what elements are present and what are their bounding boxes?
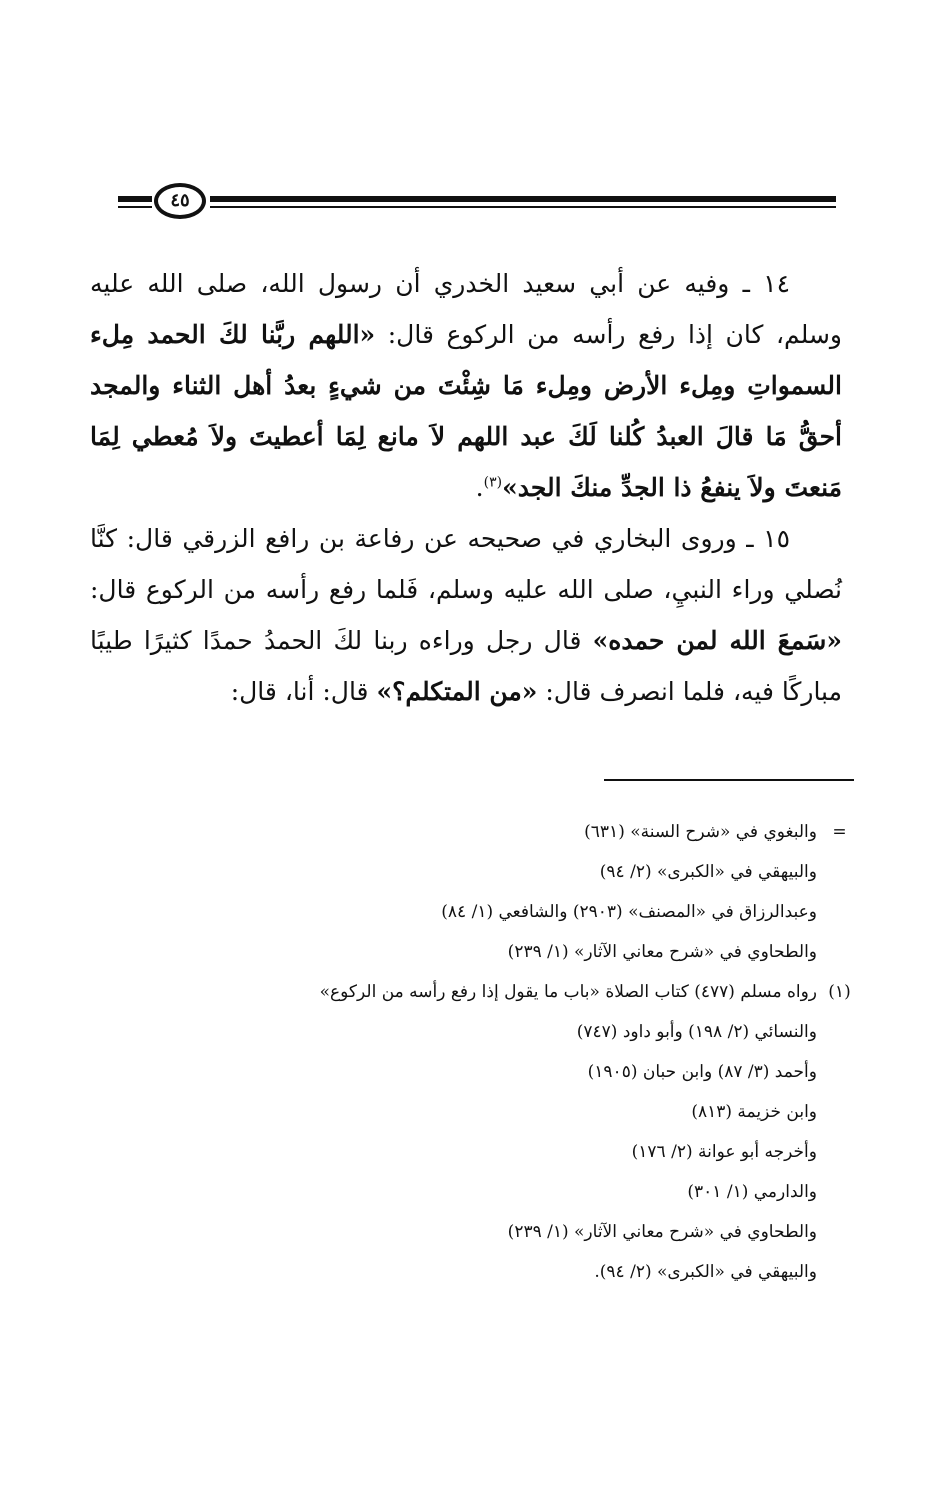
footnote-text: والبيهقي في «الكبرى» (٢/ ٩٤) — [599, 862, 817, 882]
footnote-separator — [604, 779, 854, 781]
hadith-quote-2: «من المتكلم؟» — [376, 677, 538, 706]
hadith-quote: «اللهم ربَّنا لكَ الحمد مِلء السمواتِ ومِلء الأرض ومِلء مَا شِئْتَ من شيءٍ بعدُ أهل الثناء والمجد أحقُّ مَا قالَ العبدُ كُلنا لَكَ عبد اللهم لاَ مانع لِمَا أعطيتَ ولاَ مُعطي لِمَا مَنعتَ ولاَ ينفعُ ذا الجدِّ منكَ الجد» — [90, 320, 842, 502]
footnote-line — [200, 1052, 862, 1092]
paragraph-14 — [90, 258, 842, 513]
footnote-text: والبيهقي في «الكبرى» (٢/ ٩٤). — [594, 1262, 817, 1282]
footnote-text: وأحمد (٣/ ٨٧) وابن حبان (١٩٠٥) — [587, 1062, 817, 1082]
paragraph-14-end: . — [475, 473, 484, 502]
footnote-marker — [817, 932, 862, 972]
header-rule-right — [210, 196, 836, 202]
footnote-line — [200, 1132, 862, 1172]
footnote-line — [200, 1012, 862, 1052]
main-text — [90, 258, 842, 717]
paragraph-15-end: قال: أنا، قال: — [230, 677, 377, 706]
footnotes — [200, 812, 862, 1292]
footnote-marker: (١) — [828, 982, 851, 1002]
footnote-marker — [817, 1012, 862, 1052]
footnote-marker — [817, 852, 862, 892]
header-rule-left — [118, 196, 152, 202]
footnote-text: والطحاوي في «شرح معاني الآثار» (١/ ٢٣٩) — [507, 942, 817, 962]
footnote-line — [200, 1212, 862, 1252]
footnote-line — [200, 892, 862, 932]
footnote-marker — [817, 1172, 862, 1212]
footnote-marker — [817, 1132, 862, 1172]
page-header — [118, 183, 836, 223]
footnote-line — [200, 852, 862, 892]
footnote-text: وعبدالرزاق في «المصنف» (٢٩٠٣) والشافعي (١/ ٨٤) — [441, 902, 817, 922]
footnote-marker — [817, 1252, 862, 1292]
footnote-text: والبغوي في «شرح السنة» (٦٣١) — [584, 822, 817, 842]
footnote-line — [200, 1092, 862, 1132]
paragraph-15-middle: قال رجل وراءه ربنا لكَ الحمدُ حمدًا كثيرًا طيبًا مباركًا فيه، فلما انصرف قال: — [90, 626, 842, 706]
footnote-text: رواه مسلم (٤٧٧) كتاب الصلاة «باب ما يقول إذا رفع رأسه من الركوع» — [319, 982, 817, 1002]
footnote-text: وابن خزيمة (٨١٣) — [691, 1102, 817, 1122]
footnote-marker — [817, 1092, 862, 1132]
paragraph-15-intro: ١٥ ـ وروى البخاري في صحيحه عن رفاعة بن رافع الزرقي قال: كنَّا نُصلي وراء النبيِ، صلى الله عليه وسلم، فَلما رفع رأسه من الركوع قال: — [90, 524, 842, 604]
hadith-quote-1: «سَمعَ الله لمن حمده» — [592, 626, 842, 655]
footnote-text: والنسائي (٢/ ١٩٨) وأبو داود (٧٤٧) — [576, 1022, 817, 1042]
footnote-line — [200, 972, 862, 1012]
paragraph-15 — [90, 513, 842, 717]
header-rule-left-thin — [118, 206, 152, 208]
footnote-marker — [817, 1052, 862, 1092]
header-rule-right-thin — [210, 206, 836, 208]
footnote-text: والدارمي (١/ ٣٠١) — [687, 1182, 817, 1202]
footnote-line — [200, 812, 862, 852]
paragraph-14-intro: ١٤ ـ وفيه عن أبي سعيد الخدري أن رسول الله، صلى الله عليه وسلم، كان إذا رفع رأسه من الركوع قال: — [90, 269, 842, 349]
page-number: ٤٥ — [154, 183, 206, 219]
footnote-line — [200, 1252, 862, 1292]
footnote-marker — [817, 1212, 862, 1252]
footnote-text: وأخرجه أبو عوانة (٢/ ١٧٦) — [631, 1142, 817, 1162]
footnote-line — [200, 932, 862, 972]
footnote-ref: (٣) — [483, 474, 503, 491]
footnote-text: والطحاوي في «شرح معاني الآثار» (١/ ٢٣٩) — [507, 1222, 817, 1242]
footnote-marker — [817, 892, 862, 932]
footnote-marker: = — [832, 822, 847, 842]
footnote-line — [200, 1172, 862, 1212]
